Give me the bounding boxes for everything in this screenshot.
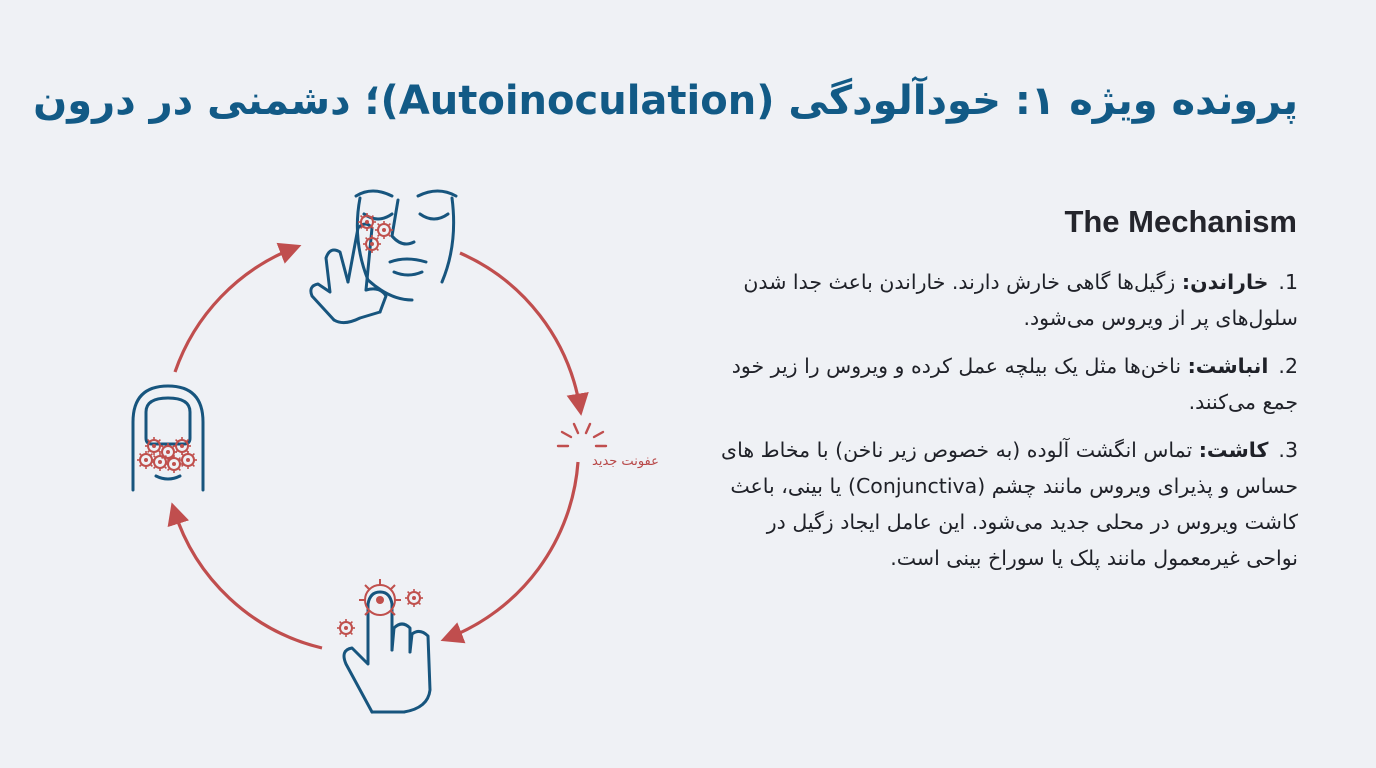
pointing-finger-virus-icon [344, 592, 430, 712]
step-text: زگیل‌ها گاهی خارش دارند. خاراندن باعث جدا شدن سلول‌های پر از ویروس می‌شود. [743, 270, 1298, 330]
finger-nail-virus-icon [133, 386, 203, 490]
step-number: 1. [1278, 270, 1298, 294]
mechanism-steps [713, 264, 1298, 588]
face-scratch-icon [311, 191, 456, 323]
step-number: 3. [1278, 438, 1298, 462]
step-text: ناخن‌ها مثل یک بیلچه عمل کرده و ویروس را زیر خود جمع می‌کنند. [731, 354, 1298, 414]
step-item [713, 348, 1298, 420]
step-number: 2. [1278, 354, 1298, 378]
step-text: تماس انگشت آلوده (به خصوص زیر ناخن) با مخاط های حساس و پذیرای ویروس مانند چشم (Conjunctiva) یا بینی، باعث کاشت ویروس در محلی جدید می‌شود. این عامل ایجاد زگیل در نواحی غیرمعمول مانند پلک یا سوراخ بینی است. [721, 438, 1298, 570]
burst-icon [558, 424, 606, 446]
step-label: انباشت: [1187, 354, 1269, 378]
page-title: پرونده ویژه ۱: خودآلودگی (Autoinoculation)؛ دشمنی در درون [33, 78, 1298, 124]
step-label: خاراندن: [1181, 270, 1269, 294]
step-item [713, 264, 1298, 336]
cycle-arrows-icon [174, 248, 580, 648]
step-label: کاشت: [1198, 438, 1269, 462]
section-heading: The Mechanism [1064, 204, 1297, 239]
step-item [713, 432, 1298, 576]
new-infection-label: عفونت جدید [592, 454, 659, 469]
